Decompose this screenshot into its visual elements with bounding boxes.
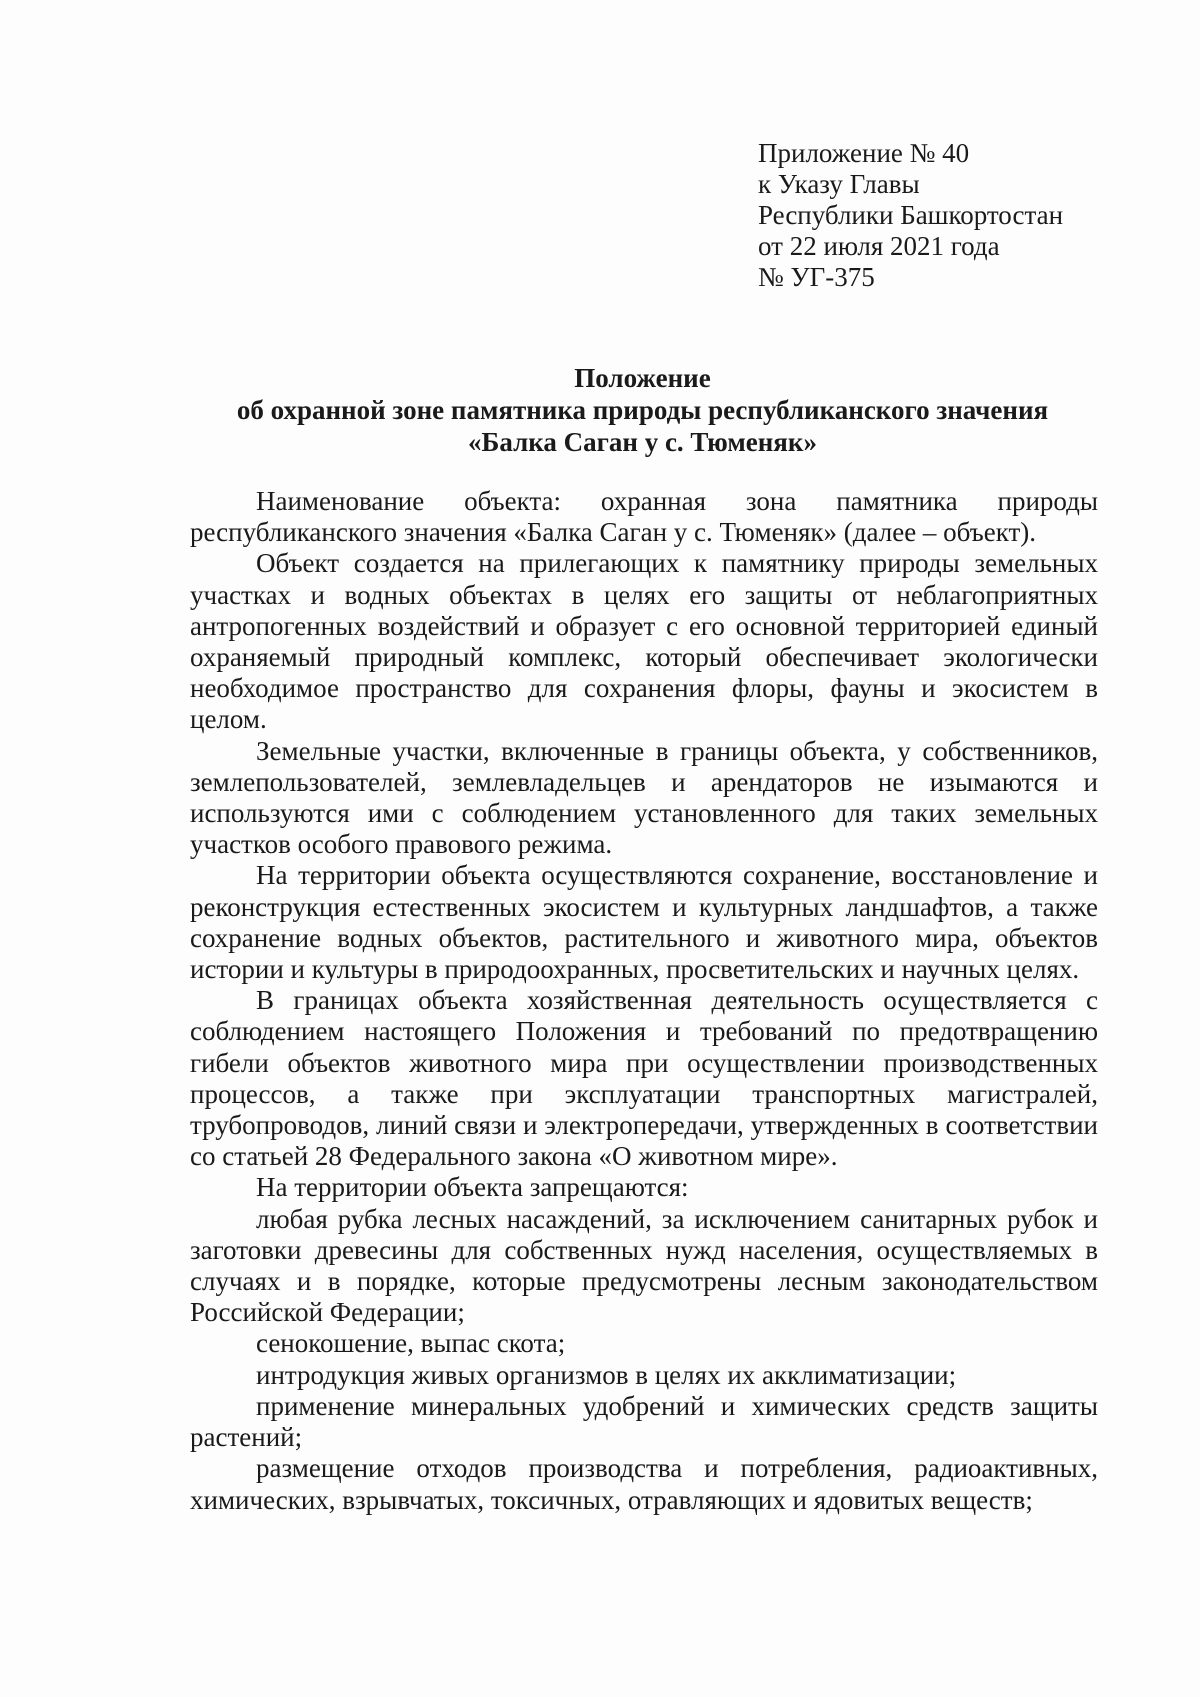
appendix-decree-number: № УГ-375 — [758, 262, 875, 292]
appendix-reference — [758, 138, 1063, 293]
paragraph-land-plots: Земельные участки, включенные в границы объекта, у собственников, землепользователей, землевладельцев и арендаторов не изымаются и используются ими с соблюдением установленного для таких земельных участков особого правового режима. — [190, 735, 1098, 860]
paragraph-conservation: На территории объекта осуществляются сохранение, восстановление и реконструкция естественных экосистем и культурных ландшафтов, а также сохранение водных объектов, растительного и животного мира, объектов истории и культуры в природоохранных, просветительских и научных целях. — [190, 860, 1098, 985]
appendix-decree-ref: к Указу Главы — [758, 169, 920, 199]
paragraph-economic-activity: В границах объекта хозяйственная деятельность осуществляется с соблюдением настоящего Положения и требований по предотвращению гибели объектов животного мира при осуществлении производственных процессов, а также при эксплуатации транспортных магистралей, трубопроводов, линий связи и электропередачи, утвержденных в соответствии со статьей 28 Федерального закона «О животном мире». — [190, 985, 1098, 1172]
document-body — [190, 486, 1098, 1516]
appendix-date: от 22 июля 2021 года — [758, 231, 1000, 261]
list-item-prohibition: размещение отходов производства и потребления, радиоактивных, химических, взрывчатых, токсичных, отравляющих и ядовитых веществ; — [190, 1453, 1098, 1515]
paragraph-prohibited-intro: На территории объекта запрещаются: — [256, 1172, 689, 1203]
document-title — [170, 362, 1115, 458]
list-item-prohibition: интродукция живых организмов в целях их акклиматизации; — [256, 1359, 957, 1390]
paragraph-object-purpose: Объект создается на прилегающих к памятнику природы земельных участках и водных объектах в целях его защиты от неблагоприятных антропогенных воздействий и образует с его основной территорией единый охраняемый природный комплекс, который обеспечивает экологически необходимое пространство для сохранения флоры, фауны и экосистем в целом. — [190, 548, 1098, 735]
appendix-number: Приложение № 40 — [758, 138, 970, 168]
title-line-1: Положение — [574, 363, 711, 393]
title-line-3: «Балка Саган у с. Тюменяк» — [468, 427, 817, 457]
appendix-republic: Республики Башкортостан — [758, 200, 1064, 230]
list-item-prohibition: сенокошение, выпас скота; — [256, 1328, 566, 1359]
paragraph-object-name: Наименование объекта: охранная зона памятника природы республиканского значения «Балка Саган у с. Тюменяк» (далее – объект). — [190, 486, 1098, 548]
list-item-prohibition: любая рубка лесных насаждений, за исключением санитарных рубок и заготовки древесины для собственных нужд населения, осуществляемых в случаях и в порядке, которые предусмотрены лесным законодательством Российской Федерации; — [190, 1203, 1098, 1328]
list-item-prohibition: применение минеральных удобрений и химических средств защиты растений; — [190, 1390, 1098, 1453]
title-line-2: об охранной зоне памятника природы республиканского значения — [236, 395, 1049, 425]
